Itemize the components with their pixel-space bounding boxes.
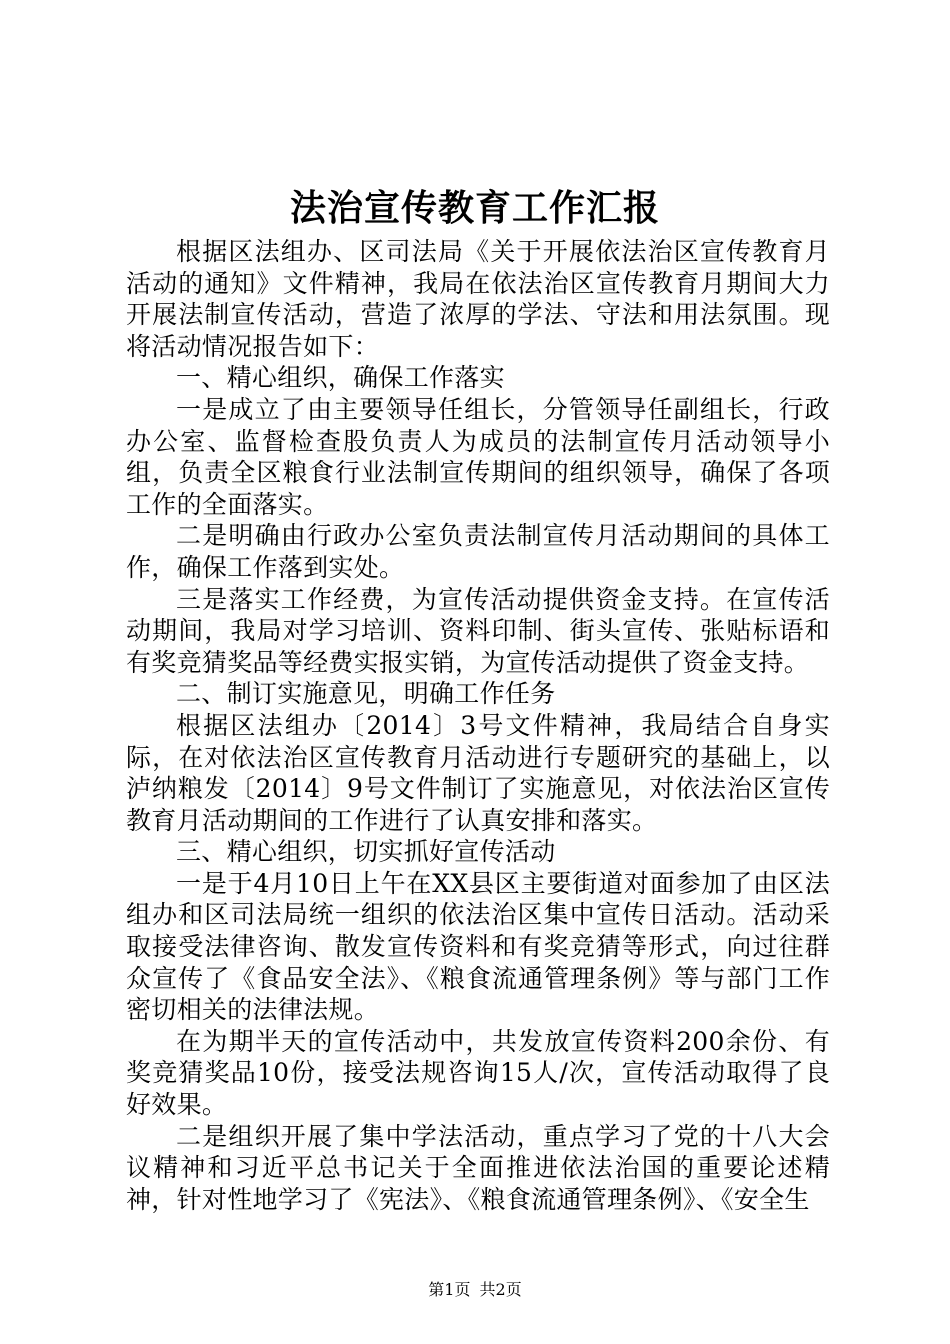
- paragraph: 在为期半天的宣传活动中，共发放宣传资料200余份、有奖竞猜奖品10份，接受法规咨询15人/次，宣传活动取得了良好效果。: [126, 1026, 830, 1120]
- paragraph: 一是于4月10日上午在XX县区主要街道对面参加了由区法组办和区司法局统一组织的依法治区集中宣传日活动。活动采取接受法律咨询、散发宣传资料和有奖竞猜等形式，向过往群众宣传了《食品安全法》、《粮食流通管理条例》等与部门工作密切相关的法律法规。: [126, 868, 830, 1025]
- page-footer: [0, 1279, 950, 1301]
- document-body: [126, 236, 830, 1215]
- section-heading-1: 一、精心组织，确保工作落实: [176, 363, 505, 393]
- page-number: 第1页: [428, 1280, 471, 1299]
- document-title: 法治宣传教育工作汇报: [289, 187, 660, 229]
- paragraph: 三是落实工作经费，为宣传活动提供资金支持。在宣传活动期间，我局对学习培训、资料印制、街头宣传、张贴标语和有奖竞猜奖品等经费实报实销，为宣传活动提供了资金支持。: [126, 584, 830, 677]
- section-heading-3: 三、精心组织，切实抓好宣传活动: [176, 837, 556, 867]
- paragraph: 根据区法组办〔2014〕3号文件精神，我局结合自身实际，在对依法治区宣传教育月活动进行专题研究的基础上，以泸纳粮发〔2014〕9号文件制订了实施意见，对依法治区宣传教育月活动期间的工作进行了认真安排和落实。: [126, 710, 830, 835]
- section-heading-2: 二、制订实施意见，明确工作任务: [176, 679, 556, 709]
- paragraph-intro: 根据区法组办、区司法局《关于开展依法治区宣传教育月活动的通知》文件精神，我局在依法治区宣传教育月期间大力开展法制宣传活动，营造了浓厚的学法、守法和用法氛围。现将活动情况报告如下：: [126, 237, 830, 361]
- paragraph: 一是成立了由主要领导任组长，分管领导任副组长，行政办公室、监督检查股负责人为成员的法制宣传月活动领导小组，负责全区粮食行业法制宣传期间的组织领导，确保了各项工作的全面落实。: [126, 394, 830, 519]
- paragraph: 二是明确由行政办公室负责法制宣传月活动期间的具体工作，确保工作落到实处。: [126, 521, 830, 582]
- page-total: 共2页: [479, 1280, 522, 1299]
- paragraph: 二是组织开展了集中学法活动，重点学习了党的十八大会议精神和习近平总书记关于全面推进依法治国的重要论述精神，针对性地学习了《宪法》、《粮食流通管理条例》、《安全生: [126, 1121, 830, 1214]
